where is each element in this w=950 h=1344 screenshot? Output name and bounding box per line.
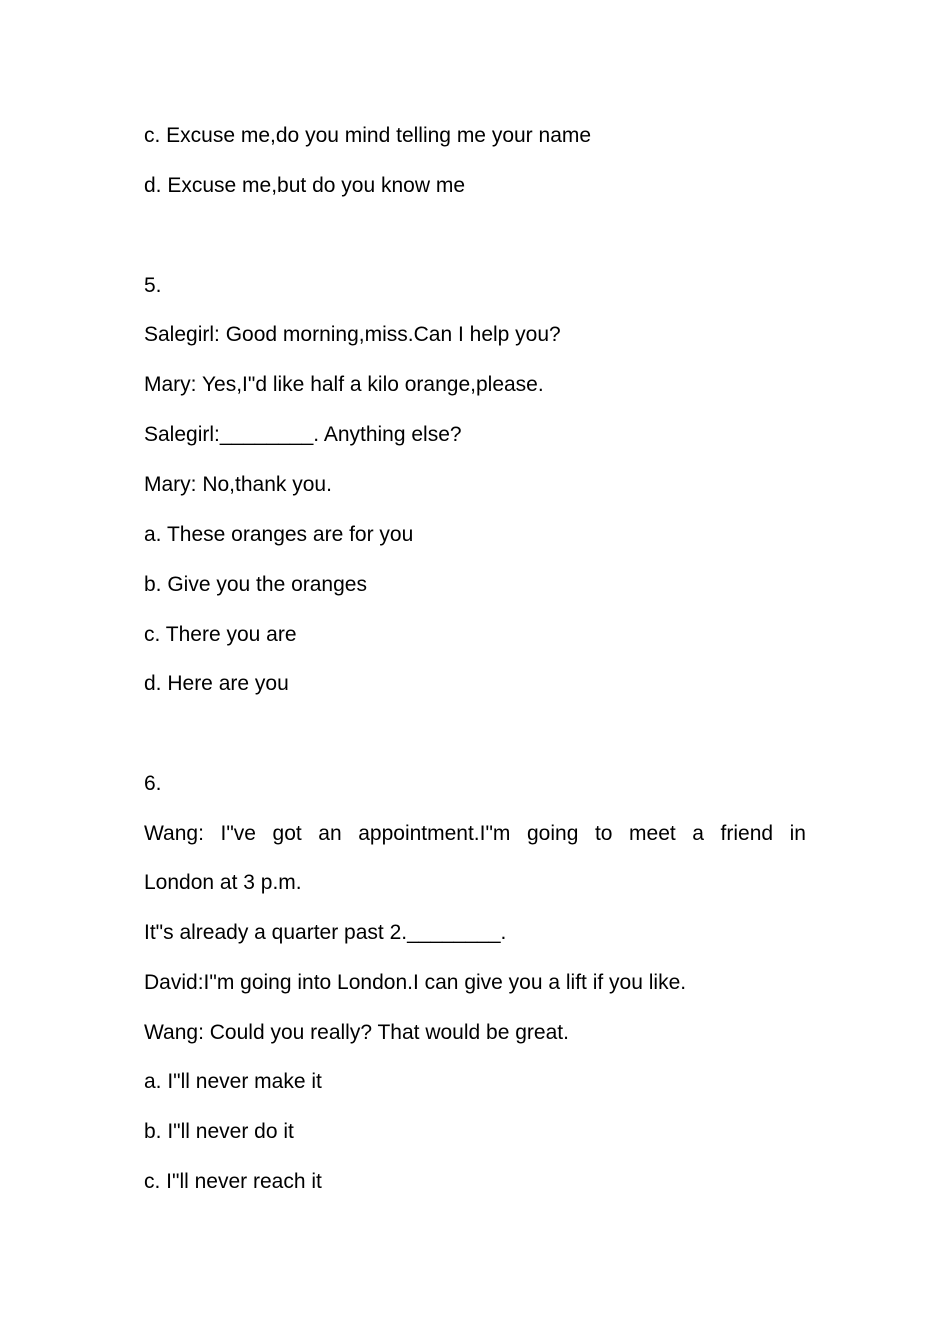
q6-dialogue-line: Wang: I"ve got an appointment.I"m going to meet a friend in bbox=[144, 822, 806, 845]
q5-option-a: a. These oranges are for you bbox=[144, 523, 414, 546]
q6-option-a: a. I"ll never make it bbox=[144, 1070, 322, 1093]
q4-option-d: d. Excuse me,but do you know me bbox=[144, 174, 465, 197]
q5-dialogue-line: Mary: No,thank you. bbox=[144, 473, 332, 496]
q6-dialogue-line: It"s already a quarter past 2.________. bbox=[144, 921, 507, 944]
q5-option-c: c. There you are bbox=[144, 623, 297, 646]
q5-number: 5. bbox=[144, 274, 162, 297]
q6-option-c: c. I"ll never reach it bbox=[144, 1170, 322, 1193]
q5-dialogue-line: Mary: Yes,I"d like half a kilo orange,please. bbox=[144, 373, 544, 396]
q4-option-c: c. Excuse me,do you mind telling me your name bbox=[144, 124, 592, 147]
q6-option-b: b. I"ll never do it bbox=[144, 1120, 294, 1143]
q5-dialogue-line: Salegirl: Good morning,miss.Can I help you? bbox=[144, 323, 561, 346]
q6-dialogue-line: Wang: Could you really? That would be great. bbox=[144, 1021, 569, 1044]
q6-number: 6. bbox=[144, 772, 162, 795]
q5-dialogue-line: Salegirl:________. Anything else? bbox=[144, 423, 462, 446]
q6-dialogue-line: David:I"m going into London.I can give you a lift if you like. bbox=[144, 971, 687, 994]
q6-dialogue-line: London at 3 p.m. bbox=[144, 871, 302, 894]
q5-option-d: d. Here are you bbox=[144, 672, 289, 695]
q5-option-b: b. Give you the oranges bbox=[144, 573, 367, 596]
